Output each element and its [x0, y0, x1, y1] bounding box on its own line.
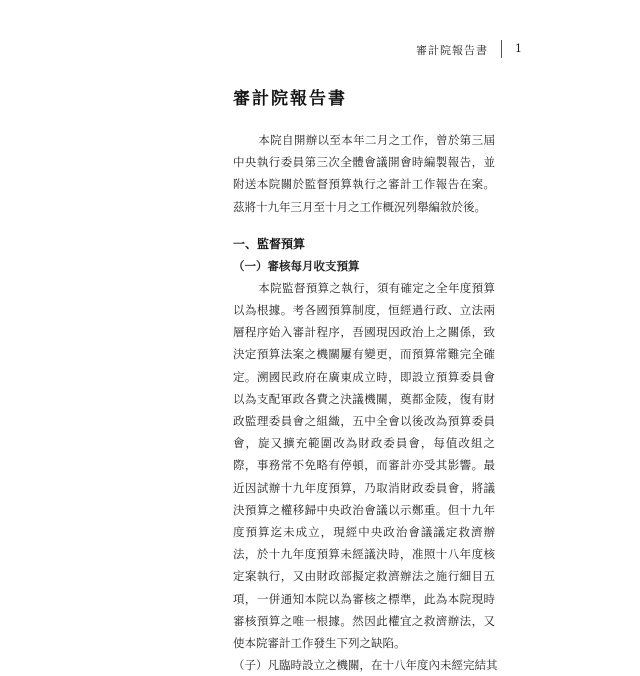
body-paragraph: 本院監督預算之執行，須有確定之全年度預算以為根據。考各國預算制度，恒經過行政、立法兩層程序始入審計程序，吾國現因政治上之關係，致決定預算法案之機關屢有變更，而預算常難完全確定。溯國民政府在廣東成立時，即設立預算委員會以為支配軍政各費之決議機關，奠都金陵，復有財政監理委員會之組織，五中全會以後改為預算委員會，旋又擴充範圍改為財政委員會，每值改組之際，事務常不免略有停頓，而審計亦受其影響。最近因試辦十九年度預算，乃取消財政委員會，將議決預算之權移歸中央政治會議以示鄭重。但十九年度預算迄未成立，現經中央政治會議議定救濟辦法，於十九年度預算未經議決時，准照十八年度核定案執行，又由財政部擬定救濟辦法之施行細目五項，一併通知本院以為審核之標準，此為本院現時審核預算之唯一根據。然因此權宜之救濟辦法，又使本院審計工作發生下列之缺陷。	[233, 280, 495, 651]
document-title: 審計院報告書	[233, 89, 347, 109]
list-item: （子）凡臨時設立之機關，在十八年度內未經完結其	[233, 658, 498, 673]
intro-paragraph: 本院自開辦以至本年二月之工作，曾於第三屆中央執行委員第三次全體會議開會時編製報告，並附送本院關於監督預算執行之審計工作報告在案。茲將十九年三月至十月之工作概況列舉編敘於後。	[233, 133, 495, 214]
header-separator	[501, 40, 502, 58]
page-number: 1	[515, 42, 522, 55]
running-header	[340, 40, 530, 60]
document-body	[233, 88, 498, 676]
section-heading: 一、監督預算	[233, 236, 306, 251]
running-header-title: 審計院報告書	[416, 44, 488, 57]
subsection-heading: （一）審核每月收支預算	[233, 258, 360, 273]
